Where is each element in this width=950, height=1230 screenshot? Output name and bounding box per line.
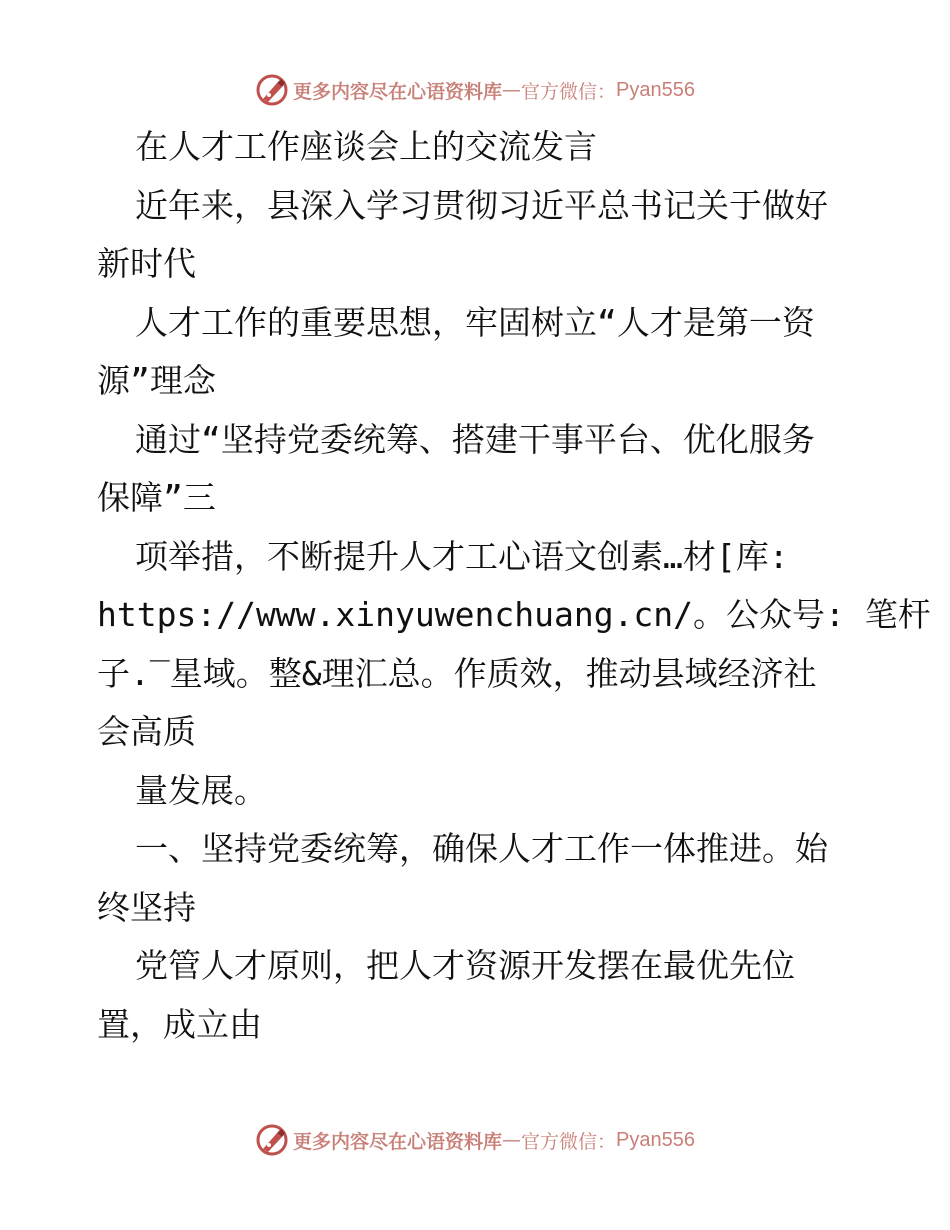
banner-wechat-label: 官方微信： bbox=[521, 1130, 617, 1153]
paragraph-line: 人才工作的重要思想，牢固树立“人才是第一资 bbox=[135, 302, 815, 342]
banner-wechat-id: Pyan556 bbox=[616, 1128, 695, 1151]
paragraph-line: 会高质 bbox=[97, 712, 196, 751]
banner-wechat-label: 官方微信： bbox=[521, 80, 617, 103]
header-watermark bbox=[0, 70, 950, 110]
paragraph-line: 置，成立由 bbox=[97, 1004, 262, 1044]
paragraph-line: 新时代 bbox=[97, 244, 196, 283]
banner-dash: — bbox=[502, 79, 522, 101]
paragraph-line: 一、坚持党委统筹，确保人才工作一体推进。始 bbox=[135, 829, 828, 868]
document-body bbox=[97, 118, 931, 1054]
paragraph-line: 近年来，县深入学习贯彻习近平总书记关于做好 bbox=[135, 185, 828, 225]
pen-nib-logo-icon bbox=[255, 1123, 289, 1157]
paragraph-line: https://www.xinyuwenchuang.cn/。公众号: 笔杆 bbox=[97, 595, 931, 634]
banner-main-text: 更多内容尽在心语资料库 bbox=[293, 1130, 503, 1153]
paragraph-line: 源”理念 bbox=[97, 361, 216, 400]
footer-watermark bbox=[0, 1120, 950, 1160]
banner-dash: — bbox=[502, 1129, 522, 1151]
banner-main-text: 更多内容尽在心语资料库 bbox=[293, 80, 503, 103]
paragraph-line: 子.‾星域。整&理汇总。作质效，推动县域经济社 bbox=[97, 653, 817, 693]
paragraph-line: 量发展。 bbox=[135, 770, 267, 810]
paragraph-line: 项举措，不断提升人才工心语文创素…材[库: bbox=[135, 536, 789, 576]
paragraph-line: 保障”三 bbox=[97, 478, 216, 517]
paragraph-line: 通过“坚持党委统筹、搭建干事平台、优化服务 bbox=[135, 419, 815, 459]
paragraph-line: 党管人才原则，把人才资源开发摆在最优先位 bbox=[135, 946, 795, 985]
document-title: 在人才工作座谈会上的交流发言 bbox=[135, 127, 597, 166]
pen-nib-logo-icon bbox=[255, 73, 289, 107]
paragraph-line: 终坚持 bbox=[97, 887, 196, 927]
banner-wechat-id: Pyan556 bbox=[616, 78, 695, 101]
